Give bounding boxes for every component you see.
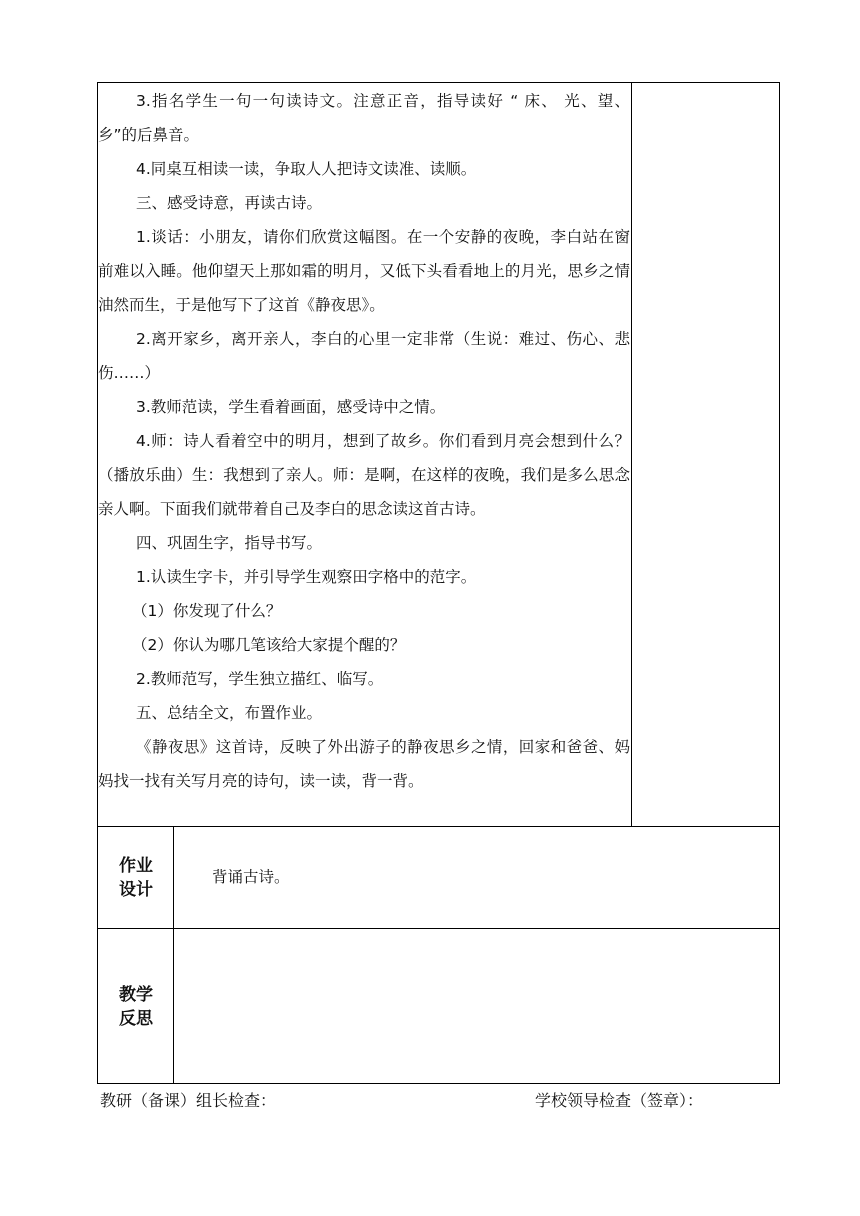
group-leader-check: 教研（备课）组长检查： (100, 1091, 277, 1110)
reflection-label-line1: 教学 (119, 985, 153, 1005)
lesson-paragraph: 4.师：诗人看着空中的明月，想到了故乡。你们看到月亮会想到什么？（播放乐曲）生：我想到了亲人。师：是啊，在这样的夜晚，我们是多么思念亲人啊。下面我们就带着自己及李白的思念读这首古诗。 (98, 432, 630, 518)
lesson-section-heading: 三、感受诗意，再读古诗。 (136, 194, 323, 212)
table-row-divider-reflection (97, 928, 780, 929)
lesson-section-heading: 五、总结全文，布置作业。 (136, 704, 323, 722)
table-row-divider-homework (97, 826, 780, 827)
lesson-paragraph: 3.指名学生一句一句读诗文。注意正音，指导读好 “ 床、 光、望、乡”的后鼻音。 (98, 92, 630, 144)
lesson-question: （2）你认为哪几笔该给大家提个醒的？ (132, 636, 406, 654)
lesson-paragraph: 4.同桌互相读一读，争取人人把诗文读准、读顺。 (136, 160, 477, 178)
lesson-question: （1）你发现了什么？ (132, 602, 282, 620)
lesson-section-heading: 四、巩固生字，指导书写。 (136, 534, 323, 552)
reflection-label-line2: 反思 (119, 1009, 153, 1029)
table-column-divider (631, 82, 632, 827)
table-border-top (97, 82, 780, 83)
homework-content: 背诵古诗。 (212, 868, 290, 886)
school-leader-check: 学校领导检查（签章）： (535, 1091, 704, 1110)
table-border-bottom (97, 1083, 780, 1084)
homework-label-line1: 作业 (119, 856, 153, 876)
homework-label-line2: 设计 (119, 880, 153, 900)
lesson-paragraph: 2.离开家乡，离开亲人，李白的心里一定非常（生说：难过、伤心、悲伤……） (98, 330, 630, 382)
table-border-right (779, 82, 780, 1084)
lesson-paragraph: 2.教师范写，学生独立描红、临写。 (136, 670, 384, 688)
lesson-paragraph: 1.认读生字卡，并引导学生观察田字格中的范字。 (136, 568, 477, 586)
reflection-label (98, 983, 174, 1031)
lesson-paragraph: 1.谈话：小朋友，请你们欣赏这幅图。在一个安静的夜晚，李白站在窗前难以入睡。他仰望天上那如霜的明月，又低下头看看地上的月光，思乡之情油然而生，于是他写下了这首《静夜思》。 (98, 228, 630, 314)
homework-label (98, 854, 174, 902)
lesson-paragraph: 《静夜思》这首诗，反映了外出游子的静夜思乡之情，回家和爸爸、妈妈找一找有关写月亮的诗句，读一读，背一背。 (98, 738, 630, 790)
lesson-paragraph: 3.教师范读，学生看着画面，感受诗中之情。 (136, 398, 446, 416)
